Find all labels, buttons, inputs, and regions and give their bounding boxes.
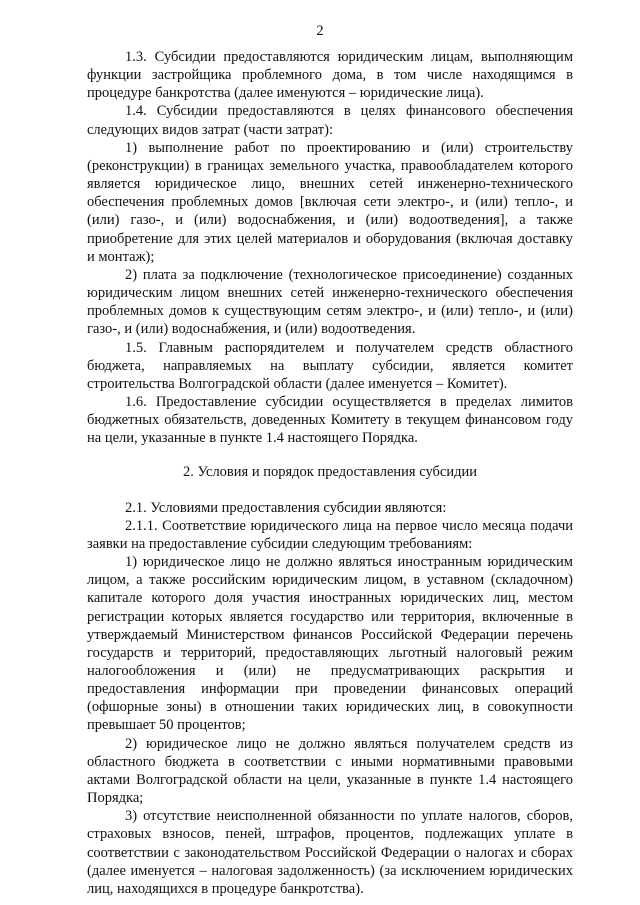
paragraph-1-4-item-1: 1) выполнение работ по проектированию и (или) строительству (реконструкции) в границах земельного участка, правообладателем которого является юридическое лицо, внешних сетей инженерно-технического обеспечения проблемных домов [включая сети электро-, и (или) тепло-, и (или) газо-, и (или) водоснабжения, и (или) водоотведения], а также приобретение для этих целей материалов и оборудования (включая доставку и монтаж); bbox=[87, 139, 573, 265]
paragraph-1-4-item-2: 2) плата за подключение (технологическое присоединение) созданных юридическим лицом внешних сетей инженерно-технического обеспечения проблемных домов к существующим сетям электро-, и (или) тепло-, и (или) газо-, и (или) водоснабжения, и (или) водоотведения. bbox=[87, 266, 573, 338]
paragraph-2-1-1: 2.1.1. Соответствие юридического лица на первое число месяца подачи заявки на предоставление субсидии следующим требованиям: bbox=[87, 517, 573, 552]
paragraph-2-1: 2.1. Условиями предоставления субсидии являются: bbox=[125, 499, 447, 516]
paragraph-1-5: 1.5. Главным распорядителем и получателем средств областного бюджета, направляемых на выплату субсидии, является комитет строительства Волгоградской области (далее именуется – Комитет). bbox=[87, 339, 573, 392]
section-heading: 2. Условия и порядок предоставления субсидии bbox=[182, 464, 477, 481]
paragraph-2-1-1-item-3: 3) отсутствие неисполненной обязанности по уплате налогов, сборов, страховых взносов, пеней, штрафов, процентов, подлежащих уплате в соответствии с законодательством Российской Федерации о налогах и сборах (далее именуется – налоговая задолженность) (за исключением юридических лиц, находящихся в процедуре банкротства). bbox=[87, 808, 573, 897]
paragraph-2-1-1-item-1: 1) юридическое лицо не должно являться иностранным юридическим лицом, а также российским юридическим лицом, в уставном (складочном) капитале которого доля участия иностранных юридических лиц, местом регистрации которых является государство или территория, включенные в утверждаемый Министерством финансов Российской Федерации перечень государств и территорий, предоставляющих льготный налоговый режим налогообложения и (или) не предусматривающих раскрытия и предоставления информации при проведении финансовых операций (офшорные зоны) в отношении таких юридических лиц, в совокупности превышает 50 процентов; bbox=[87, 554, 573, 734]
page-number: 2 bbox=[316, 23, 324, 39]
paragraph-1-6: 1.6. Предоставление субсидии осуществляется в пределах лимитов бюджетных обязательств, доведенных Комитету в текущем финансовом году на цели, указанные в пункте 1.4 настоящего Порядка. bbox=[87, 393, 573, 447]
paragraph-2-1-1-item-2: 2) юридическое лицо не должно являться получателем средств из областного бюджета в соответствии с иными нормативными правовыми актами Волгоградской области на цели, указанные в пункте 1.4 настоящего Порядка; bbox=[87, 735, 573, 807]
paragraph-1-3: 1.3. Субсидии предоставляются юридическим лицам, выполняющим функции застройщика проблемного дома, в том числе находящимся в процедуре банкротства (далее именуются – юридические лица). bbox=[87, 49, 573, 102]
paragraph-1-4: 1.4. Субсидии предоставляются в целях финансового обеспечения следующих видов затрат (части затрат): bbox=[87, 103, 573, 138]
document-body bbox=[87, 48, 573, 898]
